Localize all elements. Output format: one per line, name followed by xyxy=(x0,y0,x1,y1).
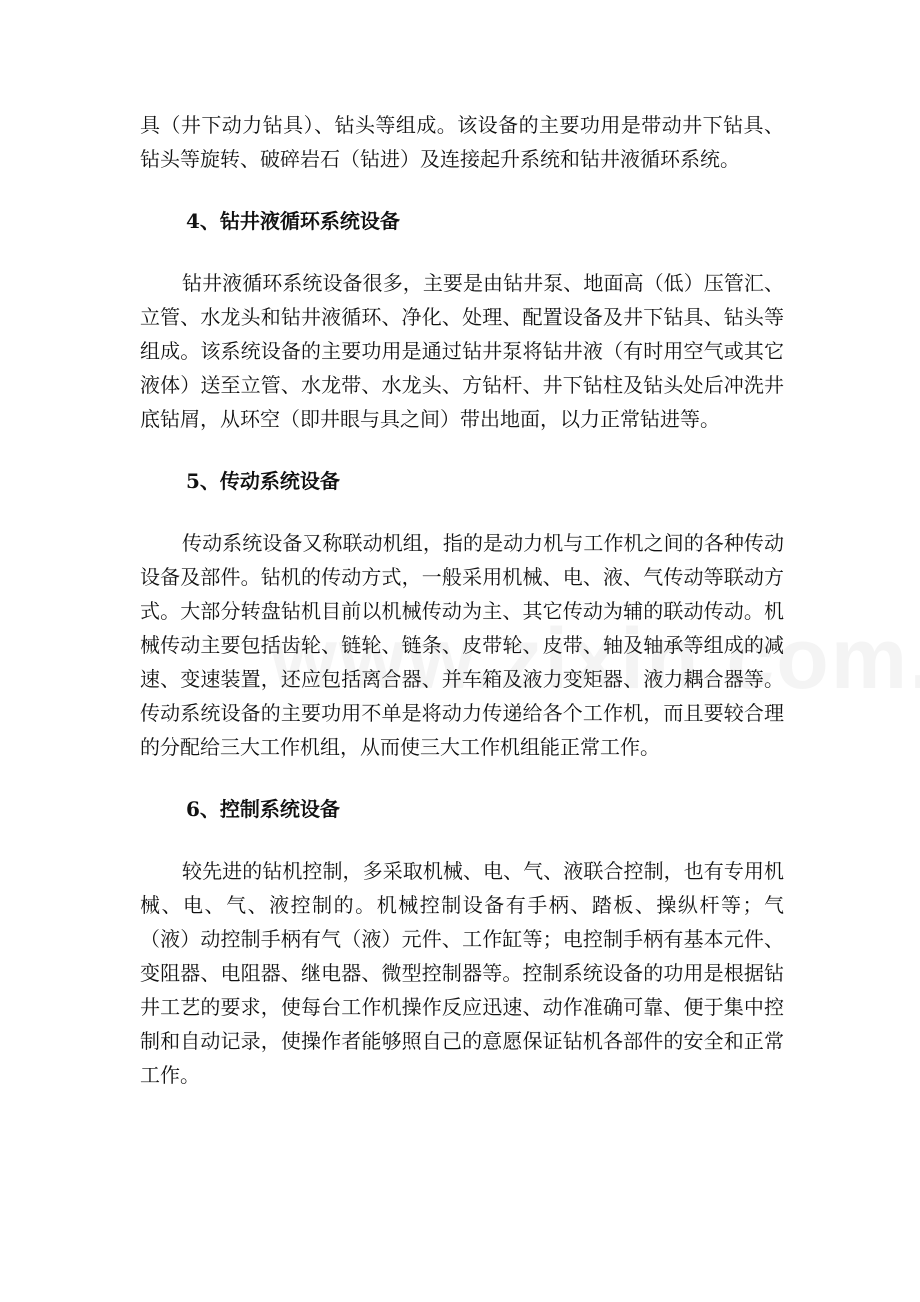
section-6-paragraph: 较先进的钻机控制，多采取机械、电、气、液联合控制，也有专用机械、电、气、液控制的。机械控制设备有手柄、踏板、操纵杆等；气（液）动控制手柄有气（液）元件、工作缸等；电控制手柄有基本元件、变阻器、电阻器、继电器、微型控制器等。控制系统设备的功用是根据钻井工艺的要求，使每台工作机操作反应迅速、动作准确可靠、便于集中控制和自动记录，使操作者能够照自己的意愿保证钻机各部件的安全和正常工作。 xyxy=(140,859,784,1087)
section-5-heading: 5、传动系统设备 xyxy=(186,469,340,493)
section-4-paragraph: 钻井液循环系统设备很多，主要是由钻井泵、地面高（低）压管汇、立管、水龙头和钻井液循环、净化、处理、配置设备及井下钻具、钻头等组成。该系统设备的主要功用是通过钻井泵将钻井液（有时用空气或其它液体）送至立管、水龙带、水龙头、方钻杆、井下钻柱及钻头处后冲洗井底钻屑，从环空（即井眼与具之间）带出地面，以力正常钻进等。 xyxy=(140,271,784,431)
intro-paragraph: 具（井下动力钻具）、钻头等组成。该设备的主要功用是带动井下钻具、钻头等旋转、破碎岩石（钻进）及连接起升系统和钻井液循环系统。 xyxy=(140,113,784,171)
document-content xyxy=(140,108,784,1092)
section-5-paragraph: 传动系统设备又称联动机组，指的是动力机与工作机之间的各种传动设备及部件。钻机的传动方式，一般采用机械、电、液、气传动等联动方式。大部分转盘钻机目前以机械传动为主、其它传动为辅的联动传动。机械传动主要包括齿轮、链轮、链条、皮带轮、皮带、轴及轴承等组成的减速、变速装置，还应包括离合器、并车箱及液力变矩器、液力耦合器等。传动系统设备的主要功用不单是将动力传递给各个工作机，而且要较合理的分配给三大工作机组，从而使三大工作机组能正常工作。 xyxy=(140,531,784,759)
section-6-heading: 6、控制系统设备 xyxy=(186,797,340,821)
section-4-heading: 4、钻井液循环系统设备 xyxy=(186,209,400,233)
